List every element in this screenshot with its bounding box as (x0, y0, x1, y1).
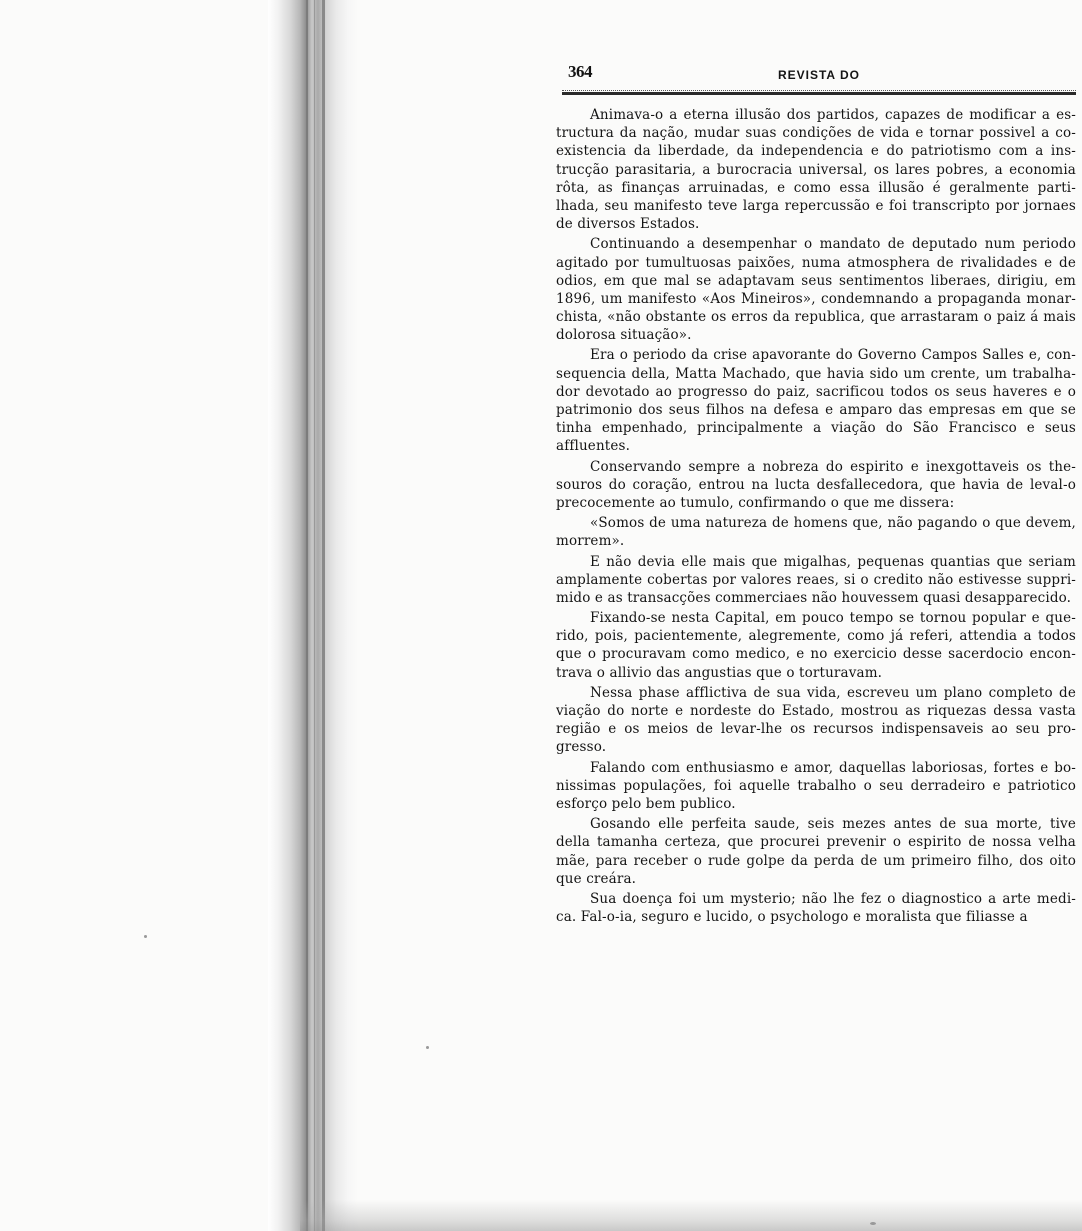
paragraph (556, 346, 1076, 455)
text-line: tructura da nação, mudar suas condições de vida e tornar possivel a co- (556, 125, 1076, 142)
paragraph (556, 553, 1076, 608)
text-line: patrimonio dos seus filhos na defesa e amparo das empresas em que se (556, 402, 1076, 418)
paragraph (556, 759, 1076, 814)
text-line: rôta, as finanças arruinadas, e como essa illusão é geralmente parti- (556, 179, 1076, 196)
text-line: trucção parasitaria, a burocracia universal, os lares pobres, a economia (556, 161, 1076, 178)
binding-edge-line (314, 0, 315, 1231)
scan-speck (870, 1222, 876, 1225)
text-line: Falando com enthusiasmo e amor, daquellas laboriosas, fortes e bo- (590, 759, 1076, 776)
text-line: que creára. (556, 870, 637, 887)
paragraph (556, 609, 1076, 682)
paragraph (556, 684, 1076, 757)
text-line: agitado por tumultuosas paixões, numa atmosphera de rivalidades e de (556, 254, 1076, 271)
text-line: gresso. (556, 739, 607, 756)
text-line: dolorosa situação». (556, 327, 692, 344)
text-line: trava o allivio das angustias que o torturavam. (556, 664, 883, 681)
text-line: dor devotado ao progresso do paiz, sacrificou todos os seus haveres e o (556, 383, 1076, 400)
text-line: mido e as transacções commerciaes não houvessem quasi desapparecido. (556, 589, 1072, 606)
binding-edge-line (322, 0, 325, 1231)
text-line: viação do norte e nordeste do Estado, mostrou as riquezas dessa vasta (556, 703, 1076, 719)
text-line: ca. Fal-o-ia, seguro e lucido, o psychologo e moralista que filiasse a (556, 909, 1028, 926)
text-line: Nessa phase afflictiva de sua vida, escreveu um plano completo de (590, 684, 1076, 701)
paragraph (556, 815, 1076, 888)
paragraph (556, 106, 1076, 233)
body-text (556, 106, 1076, 928)
text-line: Gosando elle perfeita saude, seis mezes antes de sua morte, tive (590, 816, 1076, 833)
text-line: Animava-o a eterna illusão dos partidos, capazes de modificar a es- (590, 107, 1076, 123)
paragraph (556, 458, 1076, 513)
text-line: sequencia della, Matta Machado, que havia sido um crente, um trabalha- (556, 365, 1076, 382)
text-line: souros do coração, entrou na lucta desfallecedora, que havia de leval-o (556, 476, 1076, 493)
scan-speck (426, 1046, 429, 1049)
text-line: região e os meios de levar-lhe os recursos indispensaveis ao seu pro- (556, 721, 1076, 738)
text-line: Era o periodo da crise apavorante do Governo Campos Salles e, con- (590, 347, 1076, 364)
text-line: mãe, para receber o rude golpe da perda de um primeiro filho, dos oito (556, 852, 1076, 869)
page-header (562, 58, 1076, 98)
text-line: nissimas populações, foi aquelle trabalho o seu derradeiro e patriotico (556, 777, 1076, 794)
header-rule-dotted (562, 90, 1076, 91)
text-line: Fixando-se nesta Capital, em pouco tempo se tornou popular e que- (590, 610, 1076, 627)
text-line: esforço pelo bem publico. (556, 795, 736, 812)
text-line: della tamanha certeza, que procurei prevenir o espirito de nossa velha (556, 834, 1076, 851)
page-bottom-shadow (300, 1200, 1082, 1231)
header-rule (562, 92, 1076, 95)
text-line: odios, em que mal se adaptavam seus sentimentos liberaes, dirigiu, em (556, 272, 1076, 289)
text-line: de diversos Estados. (556, 216, 700, 233)
text-line: que o procuravam como medico, e no exercicio desse sacerdocio encon- (556, 646, 1076, 663)
page-number: 364 (568, 62, 592, 81)
text-line: rido, pois, pacientemente, alegremente, como já referi, attendia a todos (556, 628, 1076, 645)
text-line: lhada, seu manifesto teve larga repercussão e foi transcripto por jornaes (556, 197, 1076, 214)
text-line: existencia da liberdade, da independencia e do patriotismo com a ins- (556, 143, 1076, 160)
running-head: REVISTA DO (777, 68, 860, 82)
text-line: affluentes. (556, 438, 631, 455)
binding-edge-line (306, 0, 308, 1231)
text-line: morrem». (556, 533, 625, 550)
text-line: E não devia elle mais que migalhas, pequenas quantias que seriam (590, 553, 1076, 570)
text-line: Sua doença foi um mysterio; não lhe fez o diagnostico a arte medi- (590, 890, 1076, 907)
text-line: Conservando sempre a nobreza do espirito e inexgottaveis os the- (590, 458, 1076, 475)
text-line: Continuando a desempenhar o mandato de deputado num periodo (590, 236, 1076, 253)
paragraph (556, 514, 1076, 550)
text-line: chista, «não obstante os erros da republica, que arrastaram o paiz á mais (556, 309, 1076, 326)
paragraph (556, 890, 1076, 926)
text-line: 1896, um manifesto «Aos Mineiros», condemnando a propaganda monar- (556, 290, 1076, 307)
scan-speck (144, 935, 147, 938)
paragraph (556, 235, 1076, 344)
book-binding-gutter (268, 0, 358, 1231)
text-line: precocemente ao tumulo, confirmando o que me dissera: (556, 494, 955, 511)
text-line: amplamente cobertas por valores reaes, si o credito não estivesse suppri- (556, 571, 1076, 588)
paragraph-gap (556, 926, 1076, 928)
text-line: «Somos de uma natureza de homens que, não pagando o que devem, (590, 515, 1076, 532)
text-line: tinha empenhado, principalmente a viação do São Francisco e seus (556, 420, 1076, 437)
